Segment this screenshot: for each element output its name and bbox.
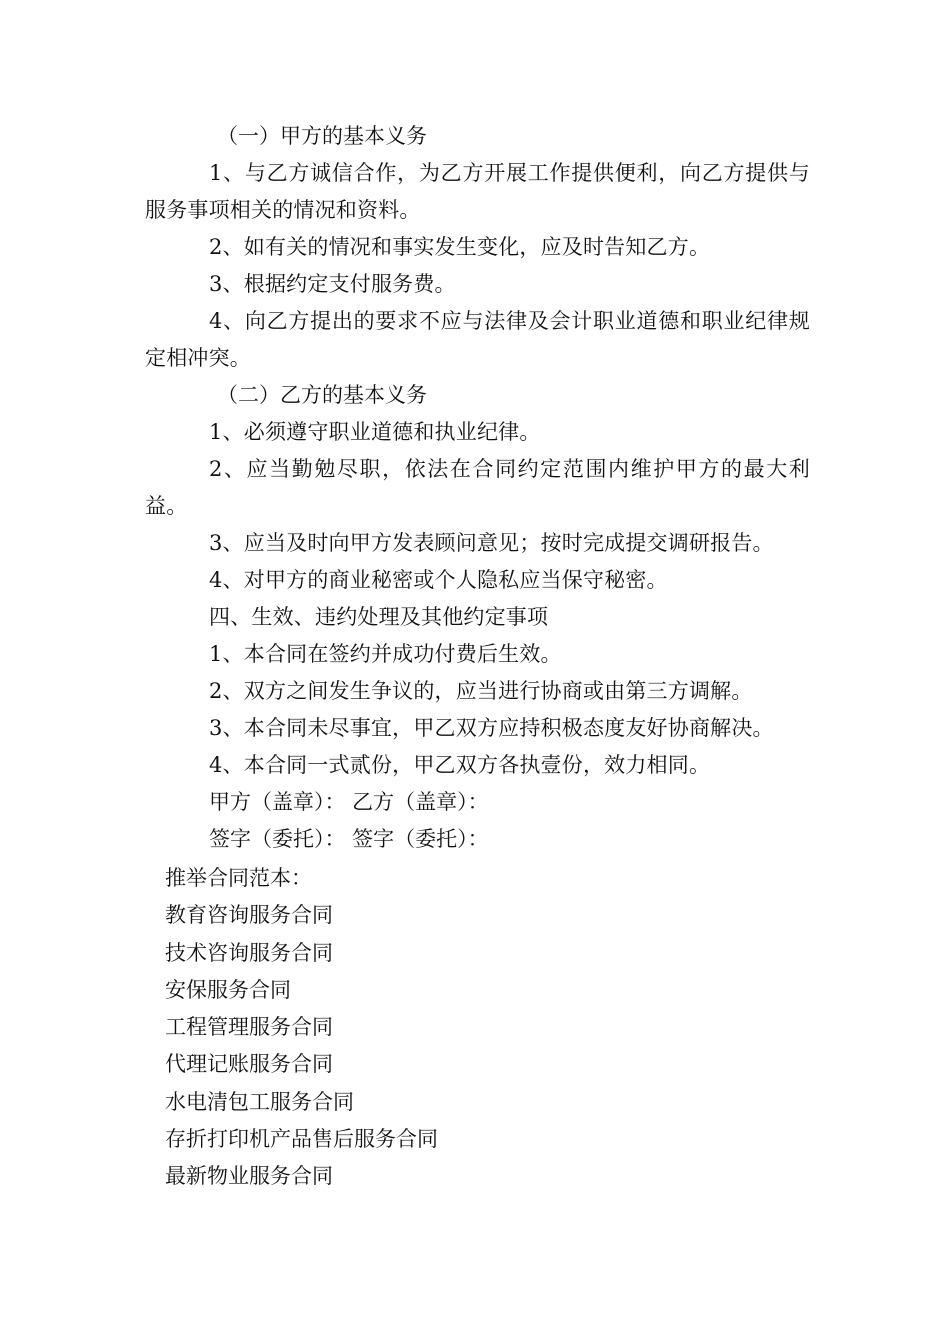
recommended-link-6[interactable]: 水电清包工服务合同 [165, 1089, 354, 1114]
recommended-link-1[interactable]: 教育咨询服务合同 [165, 903, 333, 928]
party-a-item-4: 4、向乙方提出的要求不应与法律及会计职业道德和职业纪律规定相冲突。 [145, 309, 810, 370]
recommended-title: 推举合同范本： [165, 866, 312, 890]
party-a-item-1: 1、与乙方诚信合作，为乙方开展工作提供便利，向乙方提供与服务事项相关的情况和资料。 [145, 161, 810, 222]
section4-item-4: 4、本合同一式贰份，甲乙双方各执壹份，效力相同。 [209, 753, 711, 777]
section4-item-2: 2、双方之间发生争议的，应当进行协商或由第三方调解。 [209, 679, 753, 703]
recommended-link-2[interactable]: 技术咨询服务合同 [165, 940, 333, 965]
section4-heading: 四、生效、违约处理及其他约定事项 [209, 605, 549, 629]
sign-line: 签字（委托）： 签字（委托）： [209, 827, 489, 851]
party-b-heading: （二）乙方的基本义务 [217, 383, 427, 407]
recommended-link-7[interactable]: 存折打印机产品售后服务合同 [165, 1127, 438, 1152]
party-b-item-1: 1、必须遵守职业道德和执业纪律。 [209, 420, 541, 444]
section4-item-3: 3、本合同未尽事宜，甲乙双方应持积极态度友好协商解决。 [209, 716, 774, 740]
recommended-link-3[interactable]: 安保服务合同 [165, 977, 291, 1002]
party-a-item-3: 3、根据约定支付服务费。 [209, 272, 456, 296]
seal-line: 甲方（盖章）： 乙方（盖章）： [209, 790, 489, 814]
recommended-link-4[interactable]: 工程管理服务合同 [165, 1015, 333, 1040]
party-b-item-3: 3、应当及时向甲方发表顾问意见；按时完成提交调研报告。 [209, 531, 774, 555]
recommended-list [165, 860, 765, 1196]
party-a-item-2: 2、如有关的情况和事实发生变化，应及时告知乙方。 [209, 235, 711, 259]
party-a-heading: （一）甲方的基本义务 [217, 124, 427, 148]
recommended-link-5[interactable]: 代理记账服务合同 [165, 1052, 333, 1077]
recommended-link-8[interactable]: 最新物业服务合同 [165, 1164, 333, 1189]
contract-body [145, 118, 810, 858]
party-b-item-4: 4、对甲方的商业秘密或个人隐私应当保守秘密。 [209, 568, 668, 592]
party-b-item-2: 2、应当勤勉尽职，依法在合同约定范围内维护甲方的最大利益。 [145, 457, 810, 518]
section4-item-1: 1、本合同在签约并成功付费后生效。 [209, 642, 562, 666]
